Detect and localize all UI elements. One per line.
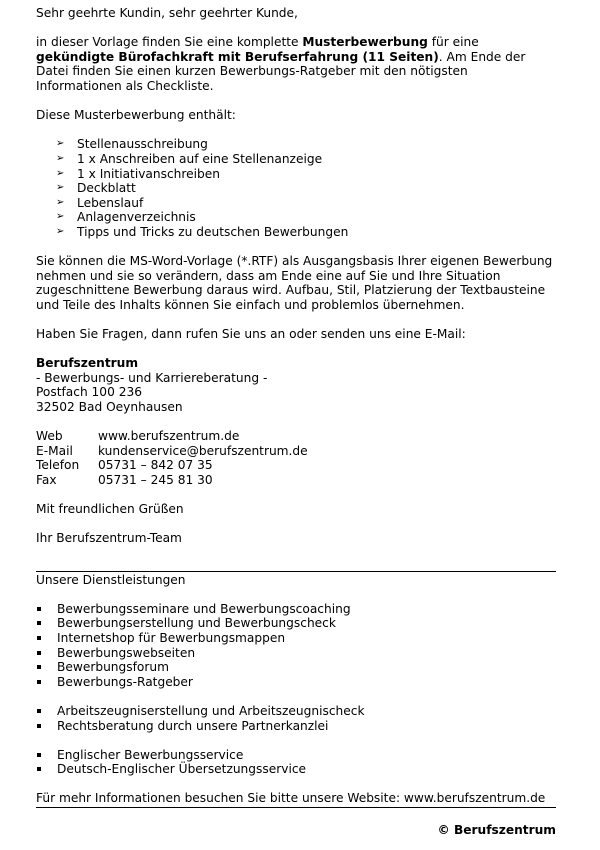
web-link[interactable]: www.berufszentrum.de: [98, 429, 240, 444]
list-item: Bewerbungs-Ratgeber: [36, 675, 556, 690]
arrow-bullet-icon: ➢: [56, 152, 65, 164]
list-item: Internetshop für Bewerbungsmappen: [36, 631, 556, 646]
arrow-bullet-icon: ➢: [56, 182, 65, 194]
list-item: Bewerbungsseminare und Bewerbungscoaching: [36, 602, 556, 617]
square-bullet-icon: [37, 724, 41, 728]
services-list-1: [36, 602, 556, 690]
services-heading: Unsere Dienstleistungen: [36, 572, 186, 587]
square-bullet-icon: [37, 680, 41, 684]
square-bullet-icon: [37, 709, 41, 713]
signature: Ihr Berufszentrum-Team: [36, 531, 182, 546]
contents-list: [36, 137, 556, 239]
arrow-bullet-icon: ➢: [56, 196, 65, 208]
address-city: 32502 Bad Oeynhausen: [36, 400, 183, 415]
fax-number: 05731 – 245 81 30: [98, 473, 213, 487]
list-item: ➢ Anlagenverzeichnis: [56, 210, 196, 225]
list-item: ➢ Lebenslauf: [56, 195, 144, 210]
list-item: Englischer Bewerbungsservice: [36, 748, 556, 763]
intro-text-1: in dieser Vorlage finden Sie eine komplette: [36, 35, 303, 50]
intro-text-2: für eine: [427, 35, 479, 50]
square-bullet-icon: [37, 621, 41, 625]
intro-bold-2: gekündigte Bürofachkraft mit Berufserfahrung (11 Seiten): [36, 49, 439, 64]
square-bullet-icon: [37, 607, 41, 611]
divider-line: [36, 571, 556, 572]
arrow-bullet-icon: ➢: [56, 225, 65, 237]
word-template-paragraph: Sie können die MS-Word-Vorlage (*.RTF) als Ausgangsbasis Ihrer eigenen Bewerbung nehmen und sie so verändern, dass am Ende eine auf Sie und Ihre Situation zugeschnittene Bewerbung daraus wird. Aufbau, Stil, Platzierung der Textbausteine und Teile des Inhalts können Sie einfach und problemlos übernehmen.: [36, 254, 553, 312]
questions-paragraph: Haben Sie Fragen, dann rufen Sie uns an oder senden uns eine E-Mail:: [36, 327, 466, 342]
list-item: Bewerbungswebseiten: [36, 646, 556, 661]
intro-paragraph: [36, 35, 556, 93]
list-item: Bewerbungserstellung und Bewerbungscheck: [36, 616, 556, 631]
document-page: [36, 6, 556, 837]
copyright: © Berufszentrum: [437, 822, 556, 837]
phone-number: 05731 – 842 07 35: [98, 458, 213, 473]
list-item: Deutsch-Englischer Übersetzungsservice: [36, 762, 556, 777]
list-item: ➢ 1 x Initiativanschreiben: [56, 166, 220, 181]
list-item: Arbeitszeugniserstellung und Arbeitszeugnischeck: [36, 704, 556, 719]
arrow-bullet-icon: ➢: [56, 167, 65, 179]
intro-bold-1: Musterbewerbung: [302, 35, 428, 50]
list-item: ➢ Tipps und Tricks zu deutschen Bewerbungen: [56, 224, 349, 239]
list-item: ➢ 1 x Anschreiben auf eine Stellenanzeige: [56, 151, 323, 166]
arrow-bullet-icon: ➢: [56, 211, 65, 223]
contact-block: [36, 429, 556, 487]
list-item: Rechtsberatung durch unsere Partnerkanzlei: [36, 719, 556, 734]
greeting: Sehr geehrte Kundin, sehr geehrter Kunde,: [36, 6, 298, 20]
contents-heading: Diese Musterbewerbung enthält:: [36, 108, 236, 123]
list-item: ➢ Deckblatt: [56, 181, 136, 196]
closing: Mit freundlichen Grüßen: [36, 502, 184, 517]
intro-text-3: . Am Ende der Datei finden Sie einen kurzen Bewerbungs-Ratgeber mit den nötigsten Informationen als Checkliste.: [36, 49, 526, 93]
square-bullet-icon: [37, 665, 41, 669]
services-list-2: [36, 704, 556, 733]
square-bullet-icon: [37, 636, 41, 640]
company-tagline: - Bewerbungs- und Karriereberatung -: [36, 370, 268, 385]
square-bullet-icon: [37, 651, 41, 655]
square-bullet-icon: [37, 753, 41, 757]
address-street: Postfach 100 236: [36, 385, 142, 400]
services-list-3: [36, 748, 556, 777]
footer-info: Für mehr Informationen besuchen Sie bitte unsere Website: www.berufszentrum.de: [36, 791, 556, 808]
list-item: ➢ Stellenausschreibung: [56, 137, 208, 152]
contact-row-web: Web www.berufszentrum.de: [36, 429, 240, 444]
square-bullet-icon: [37, 767, 41, 771]
contact-row-phone: Telefon 05731 – 842 07 35: [36, 458, 213, 473]
email-link[interactable]: kundenservice@berufszentrum.de: [98, 443, 308, 458]
arrow-bullet-icon: ➢: [56, 138, 65, 150]
contact-row-fax: Fax 05731 – 245 81 30: [36, 473, 213, 487]
contact-row-email: E-Mail kundenservice@berufszentrum.de: [36, 443, 308, 458]
address-block: [36, 356, 556, 414]
list-item: Bewerbungsforum: [36, 660, 556, 675]
company-name: Berufszentrum: [36, 356, 139, 371]
